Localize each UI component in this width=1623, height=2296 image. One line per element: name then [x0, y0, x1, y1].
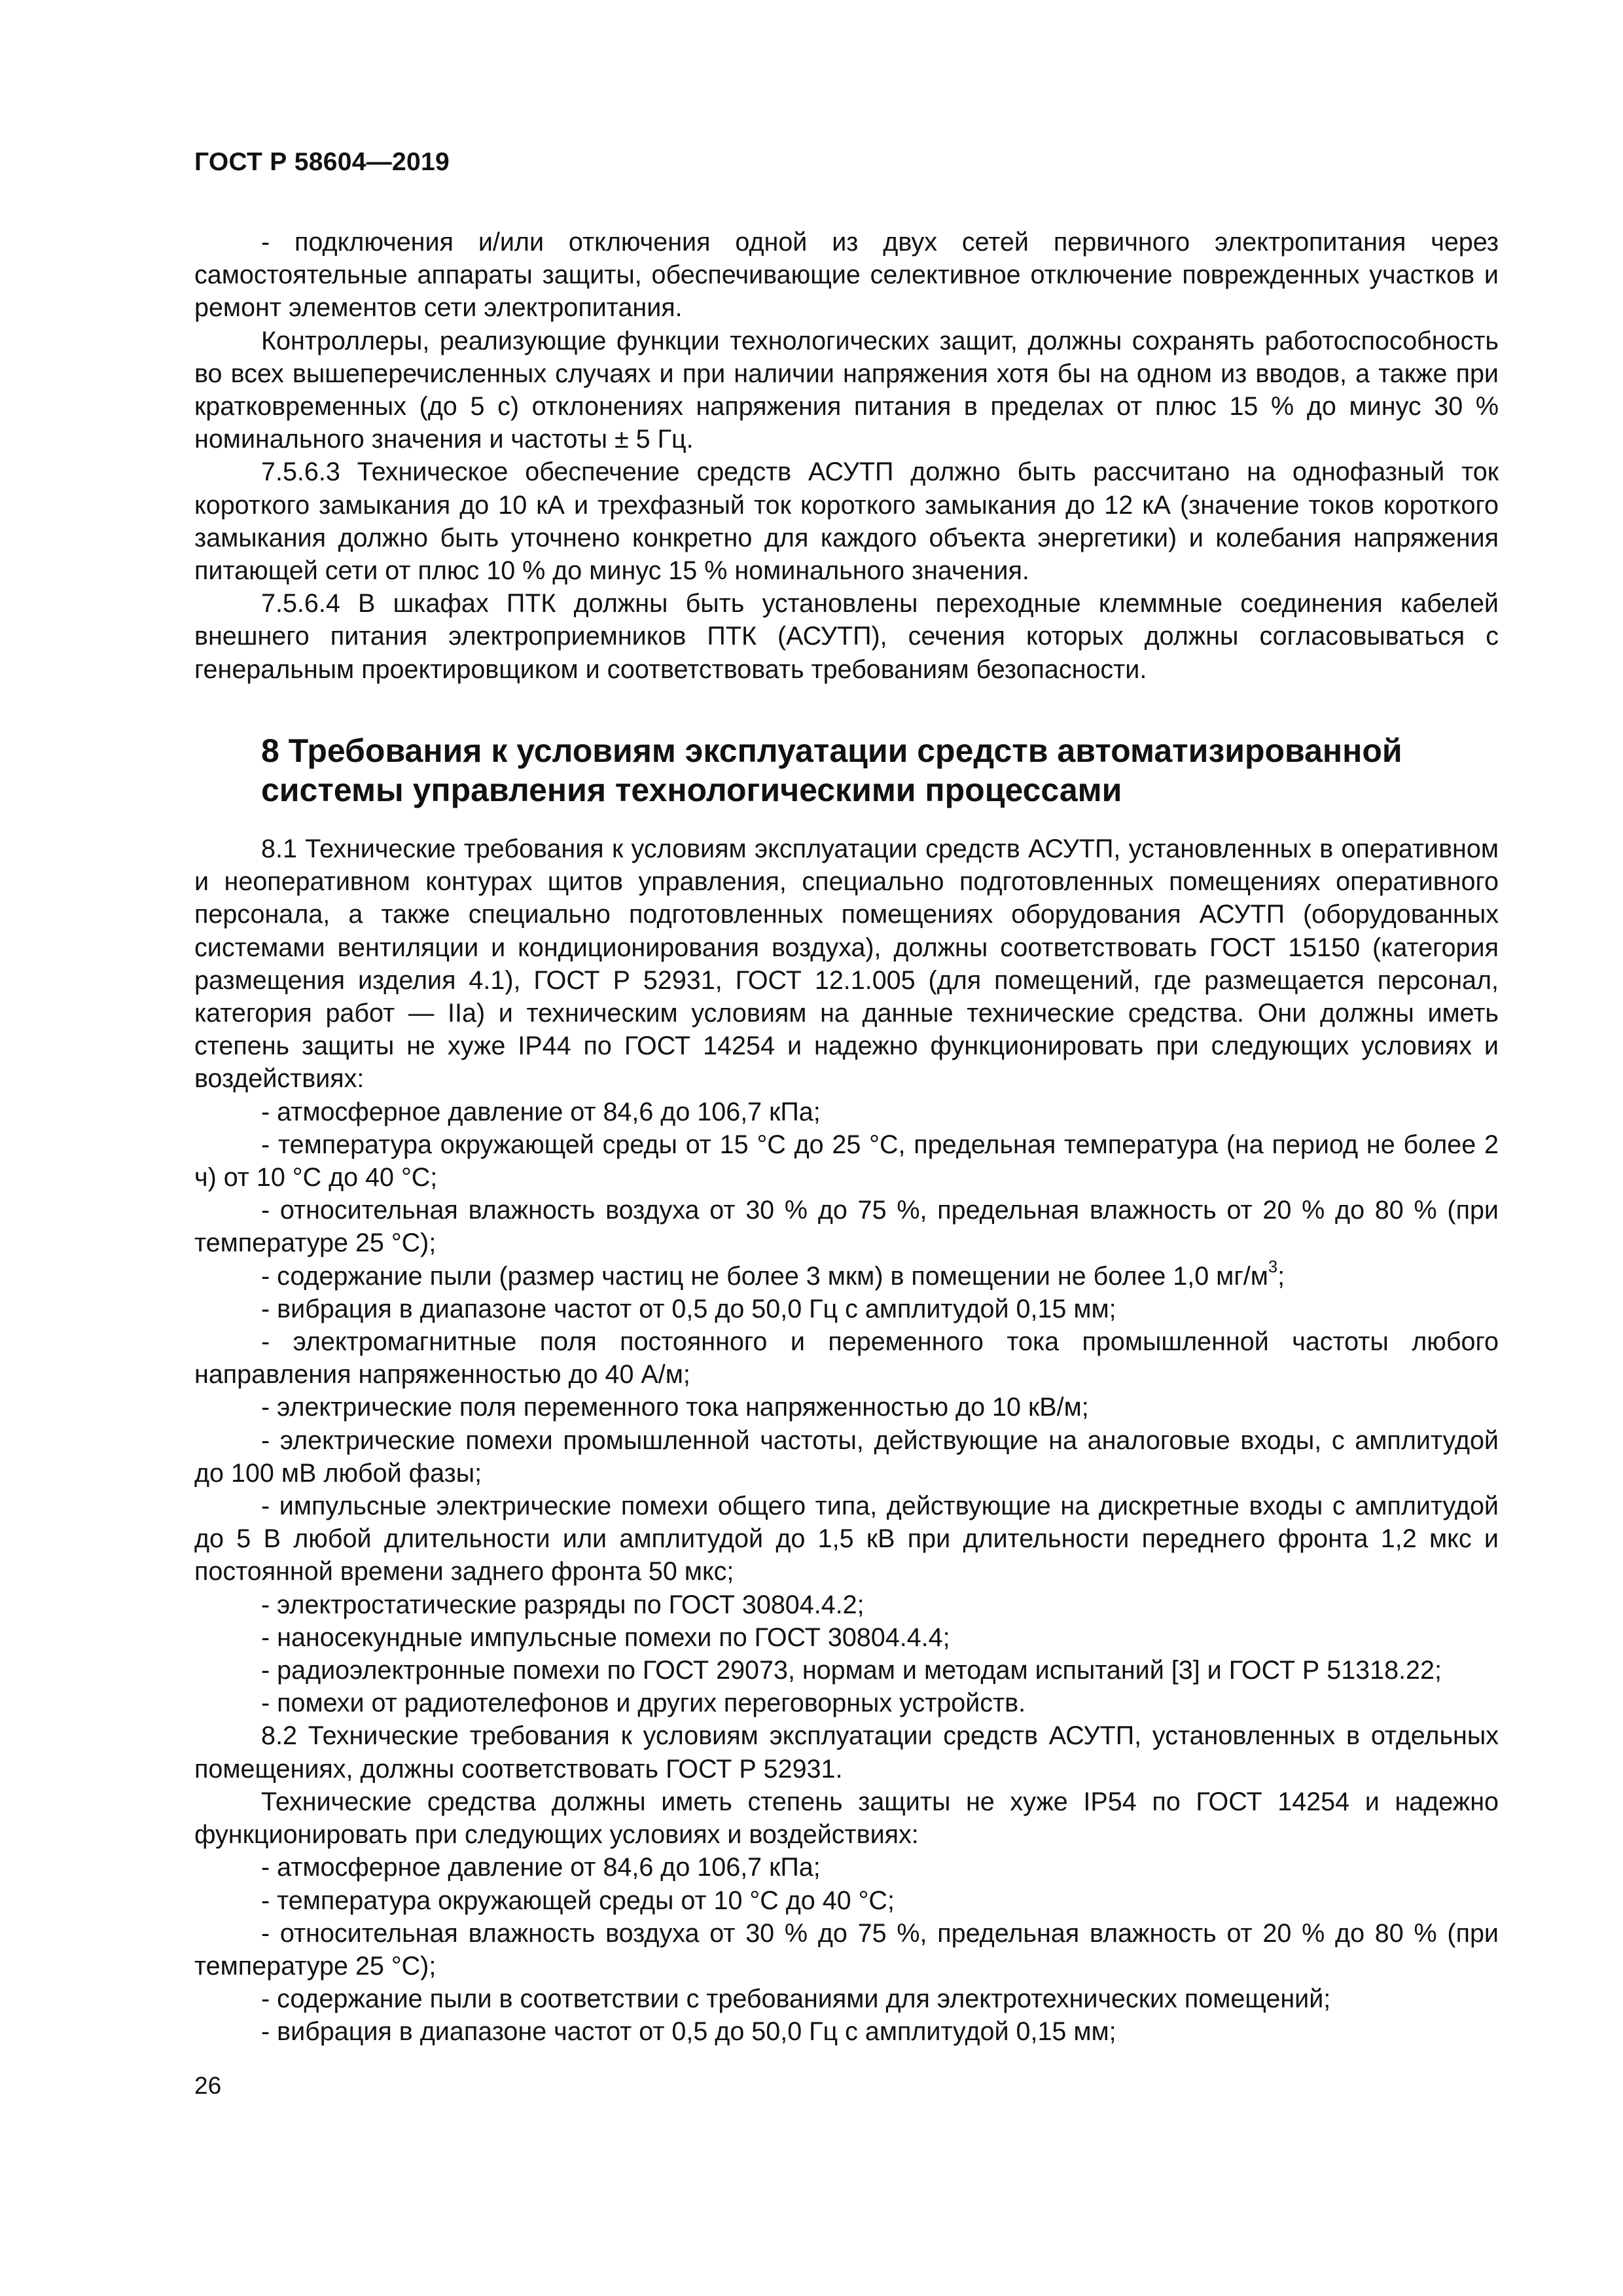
list-item: - относительная влажность воздуха от 30 % до 75 %, предельная влажность от 20 % до 80 % (при температуре 25 °С); [194, 1918, 1499, 1981]
body-text-section [194, 833, 1499, 2049]
paragraph: 7.5.6.3 Техническое обеспечение средств АСУТП должно быть рассчитано на однофазный ток короткого замыкания до 10 кА и трехфазный ток короткого замыкания до 12 кА (значение токов короткого замыкания должно быть уточнено конкретно для каждого объекта энергетики) и колебания напряжения питающей сети от плюс 10 % до минус 15 % номинального значения. [194, 457, 1499, 586]
list-item: - электрические поля переменного тока напряженностью до 10 кВ/м; [261, 1393, 1089, 1422]
superscript: 3 [1268, 1257, 1278, 1276]
list-item: - помехи от радиотелефонов и других переговорных устройств. [261, 1689, 1026, 1718]
paragraph: Контроллеры, реализующие функции технологических защит, должны сохранять работоспособность во всех вышеперечисленных случаях и при наличии напряжения хотя бы на одном из вводов, а также при кратковременных (до 5 с) отклонениях напряжения питания в пределах от плюс 15 % до минус 30 % номинального значения и частоты ± 5 Гц. [194, 326, 1499, 454]
list-item [194, 1257, 1499, 1293]
list-item: - наносекундные импульсные помехи по ГОСТ 30804.4.4; [261, 1623, 950, 1652]
body-text-top [194, 226, 1499, 686]
list-item: - относительная влажность воздуха от 30 % до 75 %, предельная влажность от 20 % до 80 % (при температуре 25 °С); [194, 1196, 1499, 1258]
list-item-text: - содержание пыли (размер частиц не более 3 мкм) в помещении не более 1,0 мг/м [261, 1261, 1268, 1291]
list-item: - атмосферное давление от 84,6 до 106,7 кПа; [261, 1853, 821, 1882]
list-item: - импульсные электрические помехи общего типа, действующие на дискретные входы с амплитудой до 5 В любой длительности или амплитудой до 1,5 кВ при длительности переднего фронта 1,2 мкс и постоянной времени заднего фронта 50 мкс; [194, 1492, 1499, 1587]
document-header: ГОСТ Р 58604—2019 [194, 148, 450, 176]
paragraph: Технические средства должны иметь степень защиты не хуже IP54 по ГОСТ 14254 и надежно функционировать при следующих условиях и воздействиях: [194, 1787, 1499, 1850]
list-item: - электромагнитные поля постоянного и переменного тока промышленной частоты любого направления напряженностью до 40 А/м; [194, 1327, 1499, 1390]
list-item: - радиоэлектронные помехи по ГОСТ 29073, нормам и методам испытаний [3] и ГОСТ Р 51318.22; [261, 1656, 1442, 1685]
list-item: - электрические помехи промышленной частоты, действующие на аналоговые входы, с амплитудой до 100 мВ любой фазы; [194, 1426, 1499, 1488]
paragraph: - подключения и/или отключения одной из двух сетей первичного электропитания через самостоятельные аппараты защиты, обеспечивающие селективное отключение поврежденных участков и ремонт элементов сети электропитания. [194, 228, 1499, 323]
list-item: - атмосферное давление от 84,6 до 106,7 кПа; [261, 1097, 821, 1126]
section-heading: 8 Требования к условиям эксплуатации средств автоматизированной системы управления технологическими процессами [261, 732, 1402, 808]
paragraph: 8.1 Технические требования к условиям эксплуатации средств АСУТП, установленных в оперативном и неоперативном контурах щитов управления, специально подготовленных помещениях оперативного персонала, а также специально подготовленных помещениях оборудования АСУТП (оборудованных системами вентиляции и кондиционирования воздуха), должны соответствовать ГОСТ 15150 (категория размещения изделия 4.1), ГОСТ Р 52931, ГОСТ 12.1.005 (для помещений, где размещается персонал, категория работ — IIa) и техническим условиям на данные технические средства. Они должны иметь степень защиты не хуже IP44 по ГОСТ 14254 и надежно функционировать при следующих условиях и воздействиях: [194, 834, 1499, 1094]
list-item: - вибрация в диапазоне частот от 0,5 до 50,0 Гц с амплитудой 0,15 мм; [261, 1294, 1116, 1323]
paragraph: 7.5.6.4 В шкафах ПТК должны быть установлены переходные клеммные соединения кабелей внешнего питания электроприемников ПТК (АСУТП), сечения которых должны согласовываться с генеральным проектировщиком и соответствовать требованиям безопасности. [194, 589, 1499, 684]
list-item: - вибрация в диапазоне частот от 0,5 до 50,0 Гц с амплитудой 0,15 мм; [261, 2017, 1116, 2047]
list-item: - температура окружающей среды от 10 °С до 40 °С; [261, 1886, 895, 1915]
paragraph: 8.2 Технические требования к условиям эксплуатации средств АСУТП, установленных в отдельных помещениях, должны соответствовать ГОСТ Р 52931. [194, 1721, 1499, 1784]
list-item: - содержание пыли в соответствии с требованиями для электротехнических помещений; [261, 1984, 1331, 2014]
list-item-text: ; [1277, 1261, 1285, 1291]
list-item: - температура окружающей среды от 15 °С до 25 °С, предельная температура (на период не более 2 ч) от 10 °С до 40 °С; [194, 1130, 1499, 1193]
list-item: - электростатические разряды по ГОСТ 30804.4.2; [261, 1590, 865, 1619]
page-number: 26 [194, 2072, 222, 2099]
